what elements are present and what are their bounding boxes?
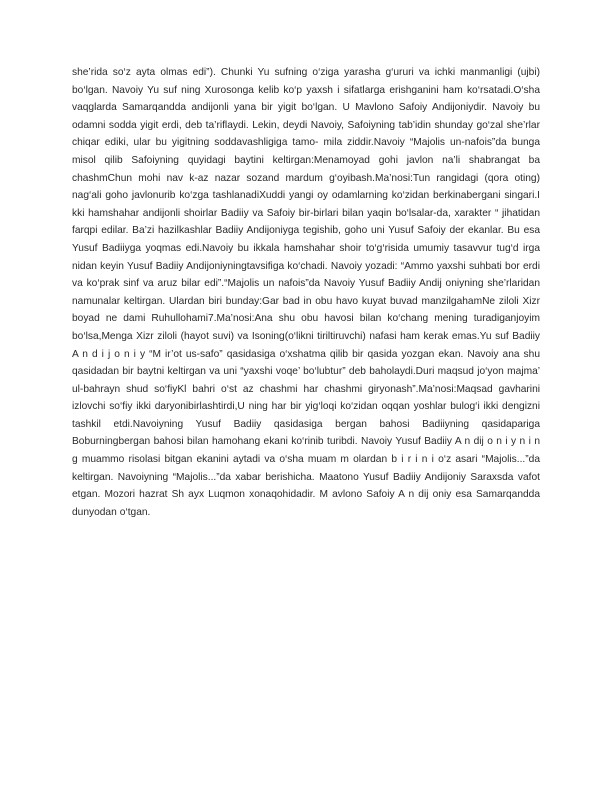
- body-paragraph: she’rida so‘z ayta olmas edi”). Chunki Yu sufning o‘ziga yarasha g‘ururi va ichki manmanligi (ujbi) bo‘lgan. Navoiy Yu suf ning Xurosonga kelib ko‘p yaxsh i sifatlarga erishganini ham ko‘rsatadi.O‘sha vaqglarda Samarqandda andijonli yana bir yigit bo‘lgan. U Mavlono Safoiy Andijoniydir. Navoiy bu odamni sodda yigit erdi, deb ta’riflaydi. Lekin, deydi Navoiy, Safoiyning tab’idin shunday go‘zal she’rlar chiqar ediki, ular bu yigitning soddavashligiga tamo- mila ziddir.Navoiy “Majolis un-nafois”da bunga misol qilib Safoiyning quyidagi baytini keltirgan:Menamoyad gohi javlon na’li shabrangat ba chashmChun mohi nav k-az nazar sozand mardum g‘oyibash.Ma’nosi:Tun rangidagi (qora oting) nag‘ali goho javlonurib ko‘zga tashlanadiXuddi yangi oy odamlarning ko‘zidan berkinabergani singari.I kki hamshahar andijonli shoirlar Badiiy va Safoiy bir-birlari bilan yaqin bo‘lsalar-da, xarakter “ jihatidan farqpi edilar. Ba’zi hazilkashlar Badiiy Andijoniyga tegishib, goho uni Yusuf Safoiy der ekanlar. Bu esa Yusuf Badiiyga yoqmas edi.Navoiy bu ikkala hamshahar shoir to‘g‘risida umumiy tasavvur tug‘d irga nidan keyin Yusuf Badiiy Andijoniyningtavsifiga ko‘chadi. Navoiy yozadi: “Ammo yaxshi suhbati bor erdi va ko‘prak sinf va aruz bilar edi”.“Majolis un nafois”da Navoiy Yusuf Badiiy Andij oniyning she’rlaridan namunalar keltirgan. Ulardan biri bunday:Gar bad in obu havo kuyat buvad manzilgahamNe ziloli Xizr boyad ne dami Ruhullohami7.Ma’nosi:Ana shu obu havosi bilan ko‘chang mening turadiganjoyim bo‘lsa,Menga Xizr ziloli (hayot suvi) va Isoning(o‘likni tiriltiruvchi) nafasi ham kerak emas.Yu suf Badiiy A n d i j o n i y “M ir’ot us-safo” qasidasiga o‘xshatma qilib bir qasida yozgan ekan. Navoiy ana shu qasidadan bir baytni keltirgan va uni “yaxshi voqe’ bo‘lubtur” deb baholaydi.Duri maqsud jo‘yon majma’ ul-bahrayn shud so‘fiyKl bahri o‘st az chashmi har chashmi giryonash”.Ma’nosi:Maqsad gavharini izlovchi so‘fiy ikki daryonibirlashtirdi,U ning har bir yig‘loqi ko‘zidan oqqan yoshlar bulog‘i ikki dengizni tashkil etdi.Navoiyning Yusuf Badiiy qasidasiga bergan bahosi Badiiyning qasidapariga Boburningbergan bahosi bilan hamohang ekani ko‘rinib turibdi. Navoiy Yusuf Badiiy A n dij o n i y n i n g muammo risolasi bitgan ekanini aytadi va o‘sha muam m olardan b i r i n i o‘z asari “Majolis...”da keltirgan. Navoiyning “Majolis...”da xabar berishicha. Maatono Yusuf Badiiy Andijoniy Saraxsda vafot etgan. Mozori hazrat Sh ayx Luqmon xonaqohidadir. M avlono Safoiy A n dij oniy esa Samarqandda dunyodan o‘tgan.: [72, 67, 540, 518]
